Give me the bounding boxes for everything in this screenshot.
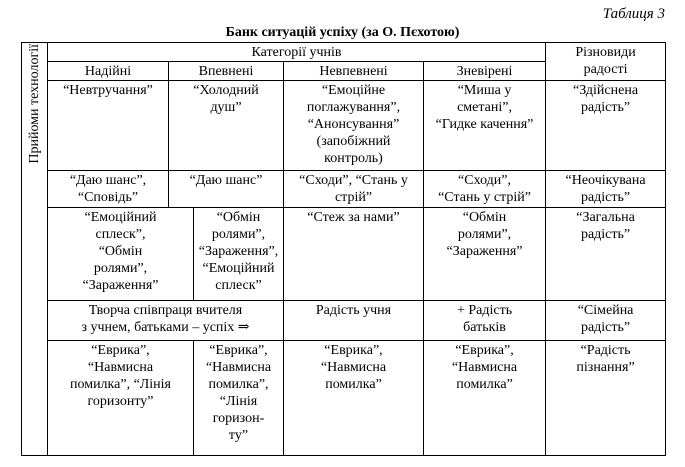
cell-row2-disillusioned <box>424 171 546 208</box>
cell-row2-reliable <box>48 171 169 208</box>
table-number: Таблиця 3 <box>602 6 665 22</box>
cell-text-line: сметані”, <box>457 100 512 115</box>
cell-text-line: з учнем, батьками – успіх ⇒ <box>81 320 250 335</box>
cell-text-line: ролями”, <box>211 227 266 242</box>
cell-text-line: батьків <box>463 320 506 335</box>
success-situations-table <box>21 42 666 456</box>
cell-row2-confident <box>169 171 284 208</box>
cell-row3-unsure <box>284 208 424 301</box>
cell-text-line: помилка”, “Лінія <box>69 377 171 392</box>
cell-text-line: радість” <box>580 227 631 242</box>
cell-text-line: горизонту” <box>87 394 154 409</box>
cell-text-line: “Неочікувана <box>565 173 646 188</box>
cell-text-line: “Гидке качення” <box>435 117 534 132</box>
cell-text-line: сплеск” <box>215 278 262 293</box>
cell-row5-reliable <box>48 341 194 456</box>
cell-text-line: горизон- <box>212 411 265 426</box>
cell-row4-disillusioned <box>424 301 546 341</box>
cell-text-line: “Еврика”, <box>455 343 514 358</box>
cell-text-line: помилка” <box>325 377 382 392</box>
cell-text-line: “Здійснена <box>573 83 639 98</box>
techniques-side-header <box>22 43 48 456</box>
joy-types-header <box>546 43 666 81</box>
cell-row1-joy <box>546 81 666 171</box>
cell-row2-joy <box>546 171 666 208</box>
cell-text-line: ту” <box>228 428 249 443</box>
cell-text-line: “Емоційне <box>321 83 386 98</box>
cell-text-line: “Еврика”, <box>91 343 150 358</box>
cell-text-line: “Лінія <box>219 394 258 409</box>
cell-text-line: “Обмін <box>462 210 507 225</box>
table-caption: Банк ситуацій успіху (за О. Пєхотою) <box>225 25 460 40</box>
cell-row4-cooperation <box>48 301 284 341</box>
cell-text-line: Різновиди <box>575 45 636 60</box>
cell-row3-joy <box>546 208 666 301</box>
cell-text-line: ролями”, <box>457 227 512 242</box>
cell-text-line: Творча співпраця вчителя <box>88 303 243 318</box>
cell-row5-confident <box>194 341 284 456</box>
cell-text-line: радість” <box>580 190 631 205</box>
cell-text-line: “Еврика”, <box>324 343 383 358</box>
cell-text-line: “Навмисна <box>451 360 518 375</box>
cell-text-line: сплеск”, <box>95 227 146 242</box>
cell-text-line: контроль) <box>324 151 383 166</box>
cell-text-line: “Стеж за нами” <box>307 210 400 225</box>
cell-text-line: “Невтручання” <box>63 83 153 98</box>
cell-text-line: (запобіжний <box>316 134 391 149</box>
cell-text-line: ролями”, <box>93 261 148 276</box>
cell-row3-confident <box>194 208 284 301</box>
column-header-unsure: Невпевнені <box>284 62 424 81</box>
cell-text-line: “Сходи”, “Стань у <box>299 173 408 188</box>
cell-text-line: радості <box>583 62 628 77</box>
column-header-reliable: Надійні <box>48 62 169 81</box>
cell-text-line: “Еврика”, <box>209 343 268 358</box>
cell-row4-unsure <box>284 301 424 341</box>
cell-row1-disillusioned <box>424 81 546 171</box>
cell-row5-joy <box>546 341 666 456</box>
cell-text-line: стрій” <box>334 190 373 205</box>
column-header-disillusioned: Зневірені <box>424 62 546 81</box>
column-header-confident: Впевнені <box>169 62 284 81</box>
cell-text-line: “Обмін <box>98 244 143 259</box>
cell-text-line: “Даю шанс” <box>189 173 263 188</box>
cell-text-line: “Навмисна <box>87 360 154 375</box>
cell-row3-reliable <box>48 208 194 301</box>
cell-text-line: радість” <box>580 100 631 115</box>
cell-row5-disillusioned <box>424 341 546 456</box>
cell-text-line: душ” <box>210 100 242 115</box>
cell-text-line: пізнання” <box>576 360 635 375</box>
cell-text-line: “Емоційний <box>202 261 275 276</box>
cell-text-line: “Навмисна <box>205 360 272 375</box>
cell-text-line: “Холодний <box>193 83 259 98</box>
cell-text-line: “Сходи”, <box>458 173 511 188</box>
cell-text-line: поглажування”, <box>306 100 401 115</box>
cell-text-line: “Зараження”, <box>198 244 279 259</box>
cell-text-line: “Обмін <box>216 210 261 225</box>
cell-text-line: “Зараження” <box>82 278 159 293</box>
cell-text-line: + Радість <box>456 303 513 318</box>
techniques-label: Прийоми технології <box>27 44 42 164</box>
cell-row4-joy <box>546 301 666 341</box>
cell-text-line: “Сповідь” <box>77 190 139 205</box>
cell-text-line: “Навмисна <box>320 360 387 375</box>
cell-text-line: “Зараження” <box>446 244 523 259</box>
cell-text-line: “Даю шанс”, <box>69 173 147 188</box>
cell-text-line: “Загальна <box>576 210 635 225</box>
cell-text-line: “Сімейна <box>577 303 634 318</box>
cell-row2-unsure <box>284 171 424 208</box>
cell-row3-disillusioned <box>424 208 546 301</box>
cell-text-line: “Радість <box>580 343 631 358</box>
categories-header: Категорії учнів <box>48 43 546 62</box>
cell-text-line: помилка” <box>456 377 513 392</box>
cell-text-line: “Стань у стрій” <box>438 190 531 205</box>
cell-row1-confident <box>169 81 284 171</box>
cell-text-line: “Миша у <box>457 83 512 98</box>
cell-row5-unsure <box>284 341 424 456</box>
cell-row1-unsure <box>284 81 424 171</box>
cell-text-line: “Анонсування” <box>307 117 400 132</box>
cell-text-line: Радість учня <box>315 303 392 318</box>
cell-text-line: “Емоційний <box>84 210 157 225</box>
cell-text-line: радість” <box>580 320 631 335</box>
cell-text-line: помилка”, <box>208 377 269 392</box>
cell-row1-reliable <box>48 81 169 171</box>
